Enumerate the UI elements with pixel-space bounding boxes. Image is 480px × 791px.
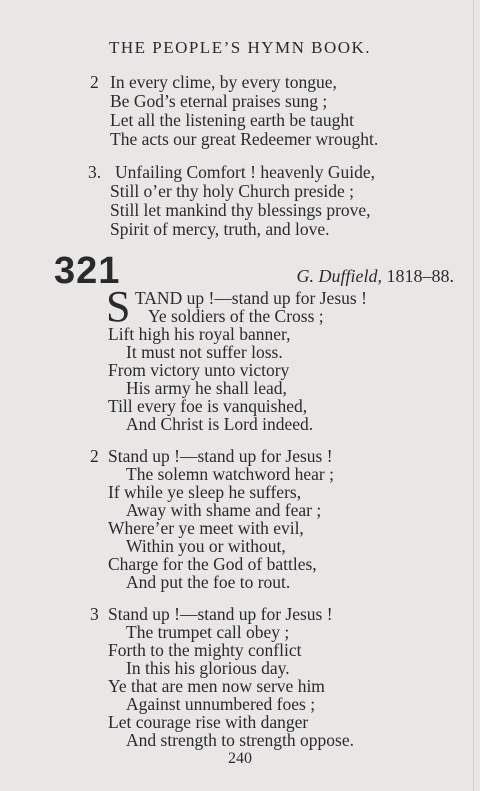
- verse-line: Where’er ye meet with evil,: [108, 518, 304, 538]
- verse-line: Ye soldiers of the Cross ;: [148, 306, 324, 326]
- stanza-number: 2: [90, 72, 99, 92]
- verse-line: And put the foe to rout.: [126, 572, 291, 592]
- author-name: G. Duffield,: [296, 266, 382, 286]
- running-header: THE PEOPLE’S HYMN BOOK.: [108, 38, 372, 57]
- verse-line: Lift high his royal banner,: [108, 324, 291, 344]
- verse-line: If while ye sleep he suffers,: [108, 482, 302, 502]
- stanza-number: 3.: [88, 162, 102, 182]
- hymn-number: 321: [54, 250, 121, 292]
- verse-line: Away with shame and fear ;: [126, 500, 322, 520]
- verse-line: In this his glorious day.: [126, 658, 290, 678]
- verse-line: Ye that are men now serve him: [108, 676, 325, 696]
- page-edge: [473, 0, 474, 791]
- verse-line: The acts our great Redeemer wrought.: [110, 129, 379, 149]
- verse-line: His army he shall lead,: [126, 378, 287, 398]
- verse-line: Till every foe is vanquished,: [108, 396, 308, 416]
- verse-line: In every clime, by every tongue,: [110, 72, 337, 92]
- verse-line: And Christ is Lord indeed.: [126, 414, 314, 434]
- drop-cap: S: [106, 282, 131, 331]
- verse-line: Let courage rise with danger: [108, 712, 309, 732]
- stanza-number: 3: [90, 604, 99, 624]
- verse-line: Still o’er thy holy Church preside ;: [110, 181, 354, 201]
- verse-line: Be God’s eternal praises sung ;: [110, 91, 328, 111]
- verse-line: Charge for the God of battles,: [108, 554, 317, 574]
- verse-line: TAND up !—stand up for Jesus !: [135, 288, 367, 308]
- verse-line: Within you or without,: [126, 536, 286, 556]
- verse-line: Forth to the mighty conflict: [108, 640, 302, 660]
- verse-line: It must not suffer loss.: [126, 342, 283, 362]
- verse-line: From victory unto victory: [108, 360, 290, 380]
- verse-line: Against unnumbered foes ;: [126, 694, 316, 714]
- verse-line: The solemn watchword hear ;: [126, 464, 334, 484]
- verse-line: Unfailing Comfort ! heavenly Guide,: [115, 162, 376, 182]
- verse-line: Spirit of mercy, truth, and love.: [110, 219, 330, 239]
- page-number: 240: [228, 750, 252, 767]
- verse-line: Stand up !—stand up for Jesus !: [108, 446, 333, 466]
- verse-line: Stand up !—stand up for Jesus !: [108, 604, 333, 624]
- verse-line: And strength to strength oppose.: [126, 730, 354, 750]
- verse-line: Let all the listening earth be taught: [110, 110, 354, 130]
- verse-line: Still let mankind thy blessings prove,: [110, 200, 371, 220]
- stanza-number: 2: [90, 446, 99, 466]
- author-dates: 1818–88.: [386, 266, 454, 286]
- hymn-author: [297, 266, 455, 287]
- verse-line: The trumpet call obey ;: [126, 622, 290, 642]
